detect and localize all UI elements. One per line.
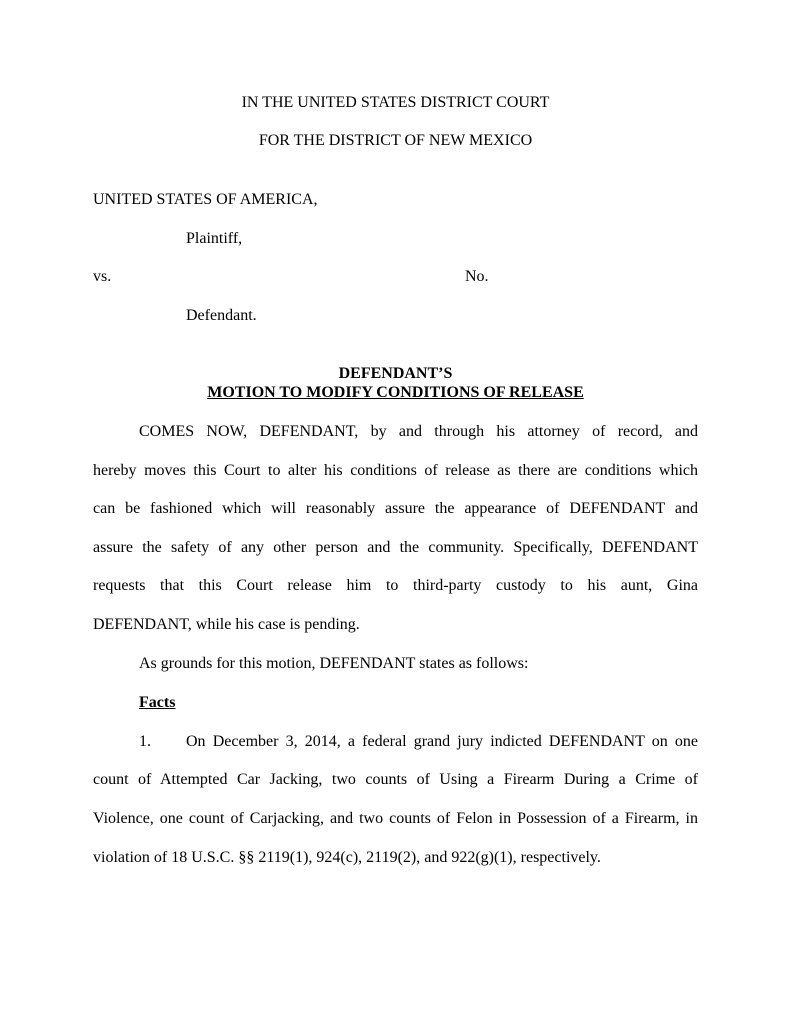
intro-paragraph-line: assure the safety of any other person and the community. Specifically, DEFENDANT bbox=[93, 539, 698, 556]
case-number-label: No. bbox=[465, 268, 489, 285]
fact-number: 1. bbox=[139, 733, 151, 750]
plaintiff-name: UNITED STATES OF AMERICA, bbox=[93, 191, 318, 208]
fact-line: On December 3, 2014, a federal grand jury indicted DEFENDANT on one bbox=[186, 733, 698, 750]
fact-line: count of Attempted Car Jacking, two counts of Using a Firearm During a Crime of bbox=[93, 771, 698, 788]
grounds-statement: As grounds for this motion, DEFENDANT states as follows: bbox=[139, 655, 529, 672]
intro-paragraph-line: hereby moves this Court to alter his conditions of release as there are conditions which bbox=[93, 462, 698, 479]
court-name-line: IN THE UNITED STATES DISTRICT COURT bbox=[241, 94, 550, 111]
fact-line: Violence, one count of Carjacking, and two counts of Felon in Possession of a Firearm, in bbox=[93, 810, 698, 827]
motion-title-line1: DEFENDANT’S bbox=[338, 365, 453, 382]
plaintiff-role: Plaintiff, bbox=[186, 230, 243, 247]
facts-heading: Facts bbox=[139, 694, 176, 711]
intro-paragraph-line: requests that this Court release him to third-party custody to his aunt, Gina bbox=[93, 577, 698, 594]
fact-line: violation of 18 U.S.C. §§ 2119(1), 924(c), 2119(2), and 922(g)(1), respectively. bbox=[93, 849, 601, 866]
defendant-role: Defendant. bbox=[186, 307, 257, 324]
versus-label: vs. bbox=[93, 268, 112, 285]
intro-paragraph-line: can be fashioned which will reasonably assure the appearance of DEFENDANT and bbox=[93, 500, 698, 517]
intro-paragraph-line: DEFENDANT, while his case is pending. bbox=[93, 616, 360, 633]
intro-paragraph-line: COMES NOW, DEFENDANT, by and through his attorney of record, and bbox=[139, 423, 698, 440]
court-district-line: FOR THE DISTRICT OF NEW MEXICO bbox=[258, 132, 533, 149]
motion-title-line2: MOTION TO MODIFY CONDITIONS OF RELEASE bbox=[207, 384, 584, 401]
